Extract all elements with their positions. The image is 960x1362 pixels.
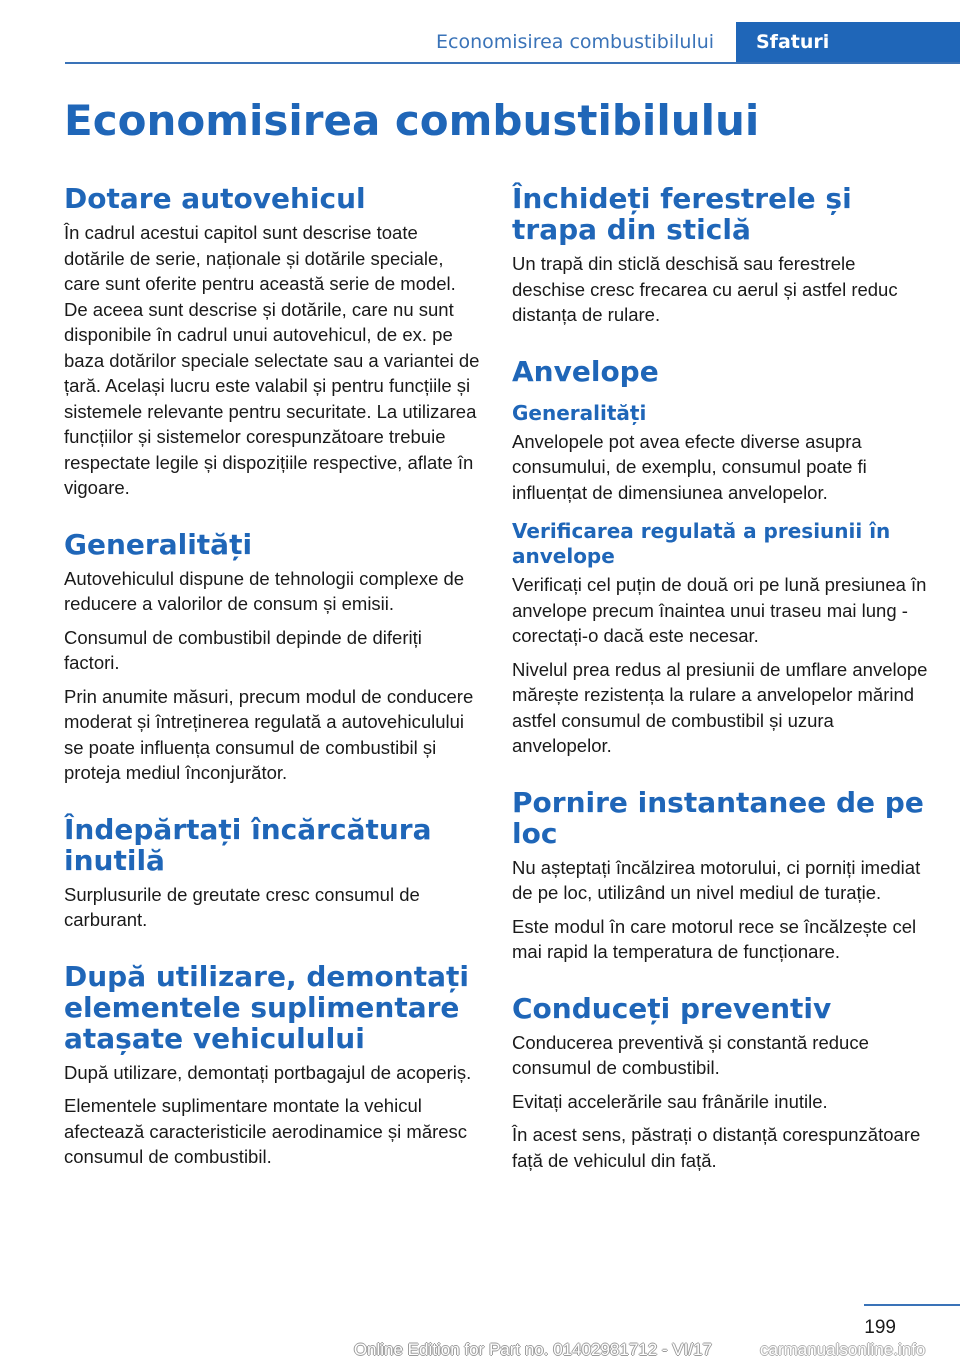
paragraph: În acest sens, păstrați o distanță corespunzătoare față de vehiculul din față.: [512, 1124, 921, 1171]
subsection-generalitati: [512, 401, 928, 506]
paragraph: Nivelul prea redus al presiunii de umflare anvelope mărește rezistența la rulare a anvelopelor mărind astfel consumul de combustibil și uzura anvelopelor.: [512, 658, 928, 756]
section-incarcatura-inutila: [64, 814, 480, 933]
subsection-heading: Verificarea regulată a presiunii în anvelope: [512, 519, 891, 568]
paragraph: Verificați cel puțin de două ori pe lună presiunea în anvelope precum înaintea unui traseu mai lung - corectați-o dacă este necesar.: [512, 574, 927, 646]
paragraph: Un trapă din sticlă deschisă sau ferestrele deschise cresc frecarea cu aerul și astfel reduc distanța de rulare.: [512, 253, 898, 325]
page-number: 199: [864, 1317, 896, 1338]
paragraph: Elementele suplimentare montate la vehicul afectează caracteristicile aerodinamice și măresc consumul de combustibil.: [64, 1095, 468, 1167]
section-heading: Anvelope: [512, 354, 659, 388]
paragraph: Nu așteptați încălzirea motorului, ci porniți imediat de pe loc, utilizând un nivel mediul de turație.: [512, 856, 921, 903]
subsection-heading: Generalități: [512, 400, 647, 425]
section-conduceti-preventiv: [512, 993, 928, 1174]
right-column: [512, 183, 928, 1201]
paragraph: Este modul în care motorul rece se încălzește cel mai rapid la temperatura de funcționare.: [512, 915, 917, 962]
header-chapter-tab: Sfaturi: [736, 22, 960, 62]
paragraph: Autovehiculul dispune de tehnologii complexe de reducere a valorilor de consum și emisii.: [64, 567, 465, 614]
section-pornire-instantanee: [512, 787, 928, 965]
footer-divider: [864, 1304, 960, 1306]
section-heading: Conduceți preventiv: [512, 991, 832, 1025]
section-heading: După utilizare, demontați elementele suplimentare atașate vehiculului: [64, 959, 469, 1055]
paragraph: Conducerea preventivă și constantă reduce consumul de combustibil.: [512, 1031, 869, 1078]
paragraph: După utilizare, demontați portbagajul de acoperiș.: [64, 1061, 472, 1083]
edition-footer: Online Edition for Part no. 01402981712 - VI/17: [353, 1340, 712, 1359]
paragraph: Prin anumite măsuri, precum modul de conducere moderat și întreținerea regulată a autovehiculului se poate influența consumul de combustibil și proteja mediul înconjurător.: [64, 685, 474, 783]
section-elemente-suplimentare: [64, 961, 480, 1170]
paragraph: În cadrul acestui capitol sunt descrise toate dotările de serie, naționale și dotările speciale, care sunt oferite pentru această serie de model. De aceea sunt descrise și dotările, care nu sunt disponibile în cadrul unui autovehicul, de ex. pe baza dotărilor speciale selectate sau a variantei de țară. Același lucru este valabil și pentru funcțiile și sistemele relevante pentru securitate. La utilizarea funcțiilor și sistemelor corespunzătoare trebuie respectate legile și dispozițiile respective, aflate în vigoare.: [64, 222, 480, 498]
paragraph: Surplusurile de greutate cresc consumul de carburant.: [64, 883, 420, 930]
section-anvelope: [512, 356, 928, 759]
section-dotare-autovehicul: [64, 183, 480, 501]
subsection-presiune-anvelope: [512, 519, 928, 759]
watermark-text: carmanualsonline.info: [760, 1340, 926, 1359]
header-divider: [65, 62, 960, 64]
section-heading: Dotare autovehicul: [64, 182, 366, 215]
section-ferestre-trapa: [512, 183, 928, 328]
section-generalitati: [64, 529, 480, 786]
paragraph: Consumul de combustibil depinde de diferiți factori.: [64, 626, 422, 673]
page-title: Economisirea combustibilului: [64, 96, 760, 145]
paragraph: Anvelopele pot avea efecte diverse asupra consumului, de exemplu, consumul poate fi influențat de dimensiunea anvelopelor.: [512, 430, 867, 503]
section-heading: Pornire instantanee de pe loc: [512, 785, 924, 850]
paragraph: Evitați accelerările sau frânările inutile.: [512, 1090, 828, 1112]
left-column: [64, 183, 480, 1198]
section-heading: Îndepărtați încărcătura inutilă: [64, 812, 432, 877]
section-heading: Închideți ferestrele și trapa din sticlă: [512, 182, 852, 246]
section-heading: Generalități: [64, 527, 253, 561]
header-section-title: Economisirea combustibilului: [436, 31, 715, 53]
